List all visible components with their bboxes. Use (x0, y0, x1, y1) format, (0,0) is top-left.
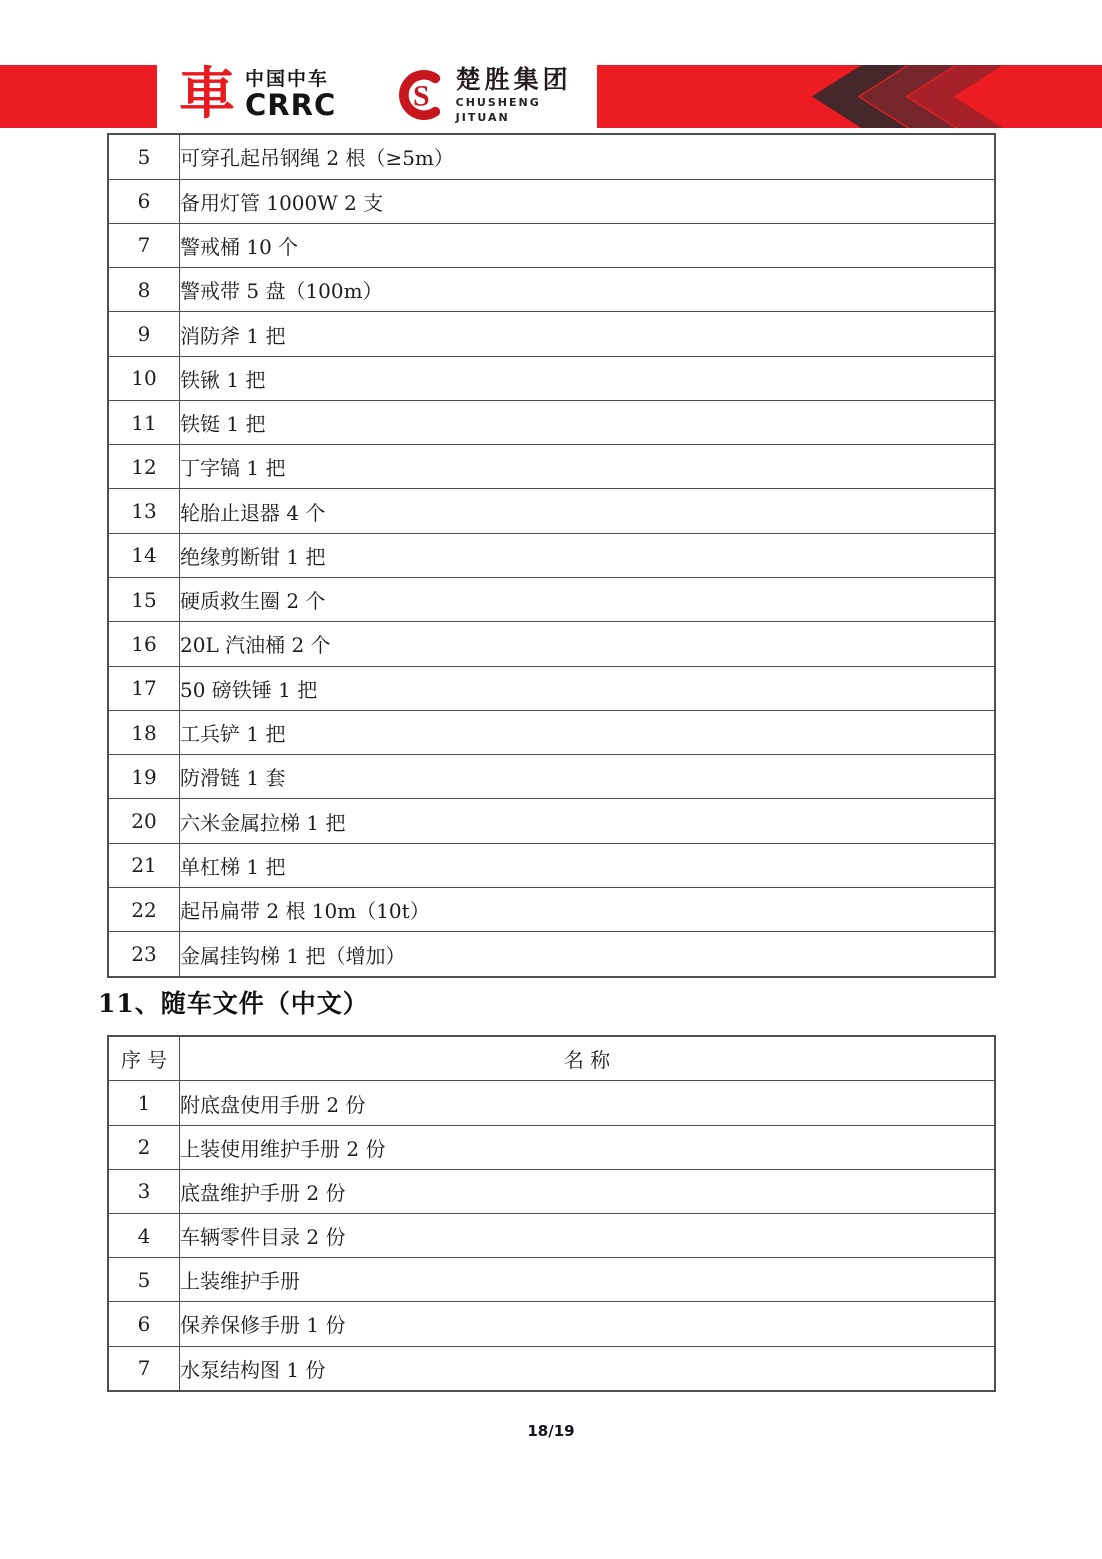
table-row (108, 843, 995, 887)
column-header-no: 序 号 (108, 1036, 180, 1081)
row-name: 50 磅铁锤 1 把 (180, 666, 996, 710)
header-red-band-right (597, 65, 1102, 128)
row-number: 11 (108, 400, 180, 444)
row-name: 备用灯管 1000W 2 支 (180, 179, 996, 223)
row-name: 警戒带 5 盘（100m） (180, 268, 996, 312)
table-row (108, 1125, 995, 1169)
row-name: 附底盘使用手册 2 份 (180, 1081, 996, 1125)
row-name: 上装维护手册 (180, 1258, 996, 1302)
row-number: 21 (108, 843, 180, 887)
row-name: 硬质救生圈 2 个 (180, 578, 996, 622)
row-name: 警戒桶 10 个 (180, 223, 996, 267)
crrc-name-en: CRRC (245, 88, 337, 122)
row-number: 17 (108, 666, 180, 710)
row-number: 15 (108, 578, 180, 622)
row-name: 可穿孔起吊钢绳 2 根（≥5m） (180, 134, 996, 179)
table-row (108, 445, 995, 489)
table-row (108, 888, 995, 932)
row-name: 20L 汽油桶 2 个 (180, 622, 996, 666)
row-name: 水泵结构图 1 份 (180, 1346, 996, 1391)
documents-table (107, 1035, 996, 1392)
table-header-row (108, 1036, 995, 1081)
row-name: 金属挂钩梯 1 把（增加） (180, 932, 996, 977)
row-number: 4 (108, 1213, 180, 1257)
chusheng-crescent-icon (395, 67, 448, 123)
row-number: 12 (108, 445, 180, 489)
crrc-logo (179, 61, 337, 127)
row-name: 铁铤 1 把 (180, 400, 996, 444)
row-number: 18 (108, 710, 180, 754)
row-number: 5 (108, 1258, 180, 1302)
row-number: 1 (108, 1081, 180, 1125)
row-number: 7 (108, 1346, 180, 1391)
table-row (108, 799, 995, 843)
table-row (108, 179, 995, 223)
row-name: 上装使用维护手册 2 份 (180, 1125, 996, 1169)
row-name: 起吊扁带 2 根 10m（10t） (180, 888, 996, 932)
crrc-name-cn: 中国中车 (245, 68, 330, 90)
row-number: 13 (108, 489, 180, 533)
chusheng-name-cn: 楚胜集团 (455, 65, 572, 94)
row-number: 3 (108, 1169, 180, 1213)
table-row (108, 1169, 995, 1213)
row-name: 绝缘剪断钳 1 把 (180, 533, 996, 577)
table-row (108, 1346, 995, 1391)
table-row (108, 223, 995, 267)
table-row (108, 578, 995, 622)
page-number: 18/19 (527, 1422, 575, 1440)
header-logos (157, 62, 597, 132)
table-row (108, 666, 995, 710)
row-number: 16 (108, 622, 180, 666)
table-row (108, 1302, 995, 1346)
table-row (108, 356, 995, 400)
row-number: 2 (108, 1125, 180, 1169)
row-name: 消防斧 1 把 (180, 312, 996, 356)
chusheng-name-en: CHUSHENG JITUAN (455, 96, 541, 124)
row-name: 车辆零件目录 2 份 (180, 1213, 996, 1257)
table-row (108, 1081, 995, 1125)
svg-text:S: S (413, 79, 430, 113)
row-name: 单杠梯 1 把 (180, 843, 996, 887)
row-number: 20 (108, 799, 180, 843)
table-row (108, 533, 995, 577)
table-row (108, 1213, 995, 1257)
table-row (108, 489, 995, 533)
row-number: 6 (108, 1302, 180, 1346)
table-row (108, 400, 995, 444)
row-number: 14 (108, 533, 180, 577)
row-name: 工兵铲 1 把 (180, 710, 996, 754)
table-row (108, 1258, 995, 1302)
row-name: 轮胎止退器 4 个 (180, 489, 996, 533)
row-name: 丁字镐 1 把 (180, 445, 996, 489)
row-name: 底盘维护手册 2 份 (180, 1169, 996, 1213)
row-number: 23 (108, 932, 180, 977)
chusheng-logo (395, 65, 597, 125)
column-header-name: 名 称 (180, 1036, 996, 1081)
section-heading: 11、随车文件（中文） (98, 989, 369, 1018)
table-row (108, 755, 995, 799)
row-name: 六米金属拉梯 1 把 (180, 799, 996, 843)
table-row (108, 312, 995, 356)
table-row (108, 622, 995, 666)
table-row (108, 932, 995, 977)
crrc-train-icon: 車 (179, 61, 235, 127)
row-number: 7 (108, 223, 180, 267)
table-row (108, 268, 995, 312)
row-number: 6 (108, 179, 180, 223)
row-name: 防滑链 1 套 (180, 755, 996, 799)
row-number: 19 (108, 755, 180, 799)
row-number: 8 (108, 268, 180, 312)
row-number: 10 (108, 356, 180, 400)
row-number: 22 (108, 888, 180, 932)
row-name: 铁锹 1 把 (180, 356, 996, 400)
table-row (108, 134, 995, 179)
equipment-table (107, 133, 996, 978)
header-red-band-left (0, 65, 157, 128)
row-number: 9 (108, 312, 180, 356)
row-number: 5 (108, 134, 180, 179)
table-row (108, 710, 995, 754)
row-name: 保养保修手册 1 份 (180, 1302, 996, 1346)
